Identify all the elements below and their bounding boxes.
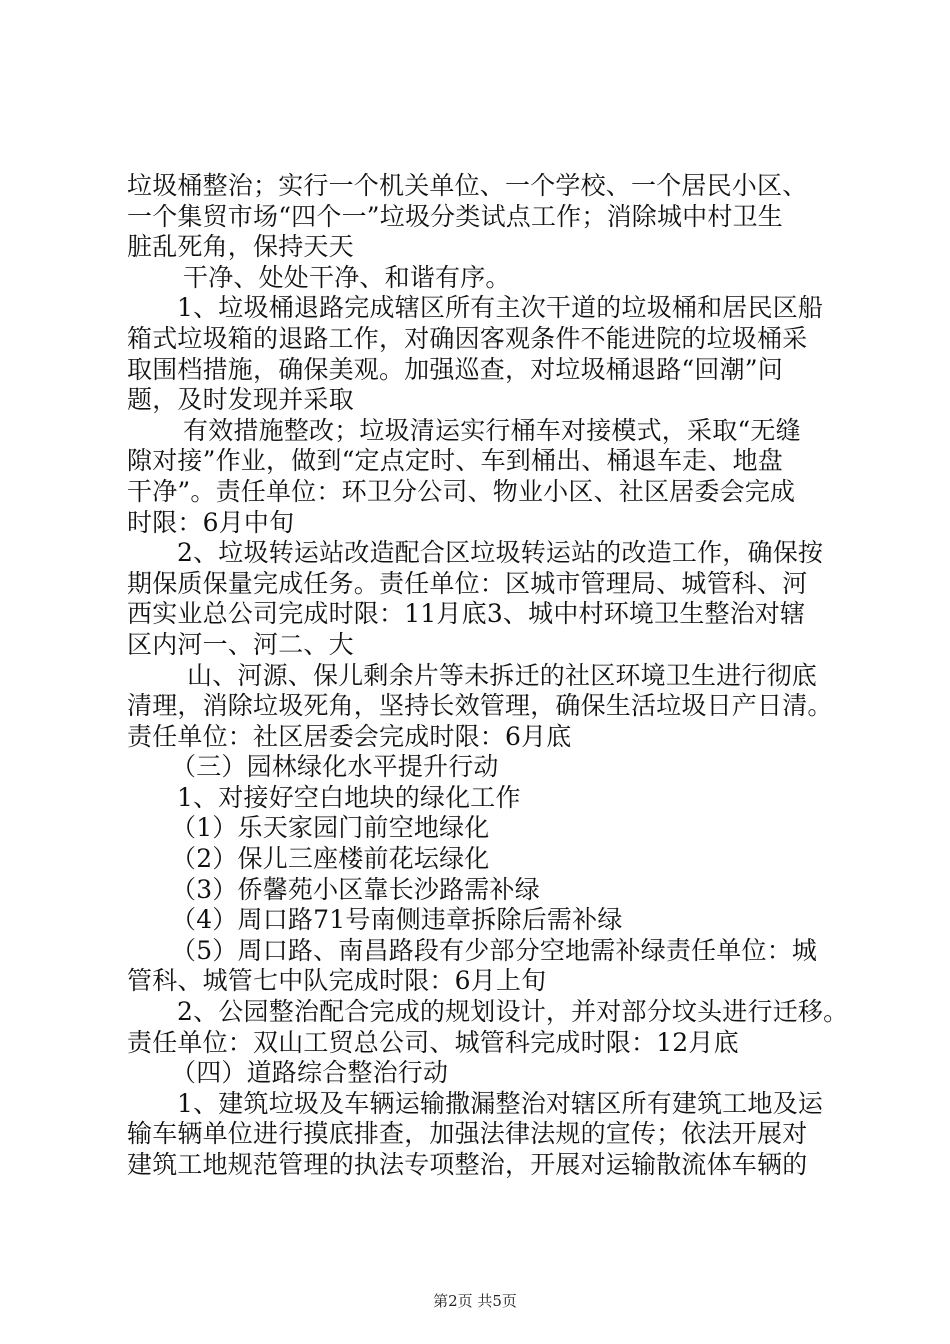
text-line: 区内河一、河二、大 (127, 629, 354, 659)
text-line: 西实业总公司完成时限：11月底3、城中村环境卫生整治对辖 (127, 599, 806, 629)
text-line: 责任单位：社区居委会完成时限：6月底 (127, 721, 572, 751)
text-line: 建筑工地规范管理的执法专项整治，开展对运输散流体车辆的 (127, 1150, 808, 1179)
text-line: 管科、城管七中队完成时限：6月上旬 (127, 966, 547, 996)
text-line: 垃圾桶整治；实行一个机关单位、一个学校、一个居民小区、 (127, 171, 808, 200)
list-item: （4）周口路71号南侧违章拆除后需补绿 (171, 905, 623, 935)
text-line: 2、公园整治配合完成的规划设计，并对部分坟头进行迁移。 (177, 997, 849, 1027)
section-heading: （四）道路综合整治行动 (171, 1058, 449, 1088)
page-number-footer: 第2页 共5页 (433, 1292, 517, 1310)
list-item: （1）乐天家园门前空地绿化 (171, 813, 490, 843)
text-line: 一个集贸市场“四个一”垃圾分类试点工作；消除城中村卫生 (127, 201, 783, 231)
text-line: 责任单位：双山工贸总公司、城管科完成时限：12月底 (127, 1027, 739, 1057)
text-line: 1、对接好空白地块的绿化工作 (177, 782, 521, 812)
list-item: （2）保儿三座楼前花坛绿化 (171, 844, 490, 874)
list-item: （3）侨馨苑小区靠长沙路需补绿 (171, 874, 540, 904)
text-line: 2、垃圾转运站改造配合区垃圾转运站的改造工作，确保按 (177, 538, 824, 568)
text-line: 脏乱死角，保持天天 (127, 232, 354, 262)
text-line: 时限：6月中旬 (127, 507, 295, 537)
text-line: 隙对接”作业，做到“定点定时、车到桶出、桶退车走、地盘 (127, 446, 783, 476)
body-text (127, 171, 847, 1181)
text-line: 取围档措施，确保美观。加强巡查，对垃圾桶退路“回潮”问 (127, 354, 783, 384)
text-line: 干净、处处干净、和谐有序。 (183, 262, 511, 292)
section-heading: （三）园林绿化水平提升行动 (171, 752, 499, 782)
text-line: 1、建筑垃圾及车辆运输撒漏整治对辖区所有建筑工地及运 (177, 1088, 824, 1118)
list-item: （5）周口路、南昌路段有少部分空地需补绿责任单位：城 (171, 935, 818, 965)
text-line: 干净”。责任单位：环卫分公司、物业小区、社区居委会完成 (127, 476, 796, 506)
text-line: 1、垃圾桶退路完成辖区所有主次干道的垃圾桶和居民区船 (177, 293, 824, 323)
text-line: 输车辆单位进行摸底排查，加强法律法规的宣传；依法开展对 (127, 1119, 808, 1149)
text-line: 清理，消除垃圾死角，坚持长效管理，确保生活垃圾日产日清。 (127, 691, 833, 721)
text-line: 有效措施整改；垃圾清运实行桶车对接模式，采取“无缝 (183, 415, 801, 445)
text-line: 题，及时发现并采取 (127, 385, 354, 415)
text-line: 箱式垃圾箱的退路工作，对确因客观条件不能进院的垃圾桶采 (127, 323, 808, 353)
text-line: 山、河源、保儿剩余片等未拆迁的社区环境卫生进行彻底 (187, 660, 818, 690)
text-line: 期保质保量完成任务。责任单位：区城市管理局、城管科、河 (127, 568, 808, 598)
